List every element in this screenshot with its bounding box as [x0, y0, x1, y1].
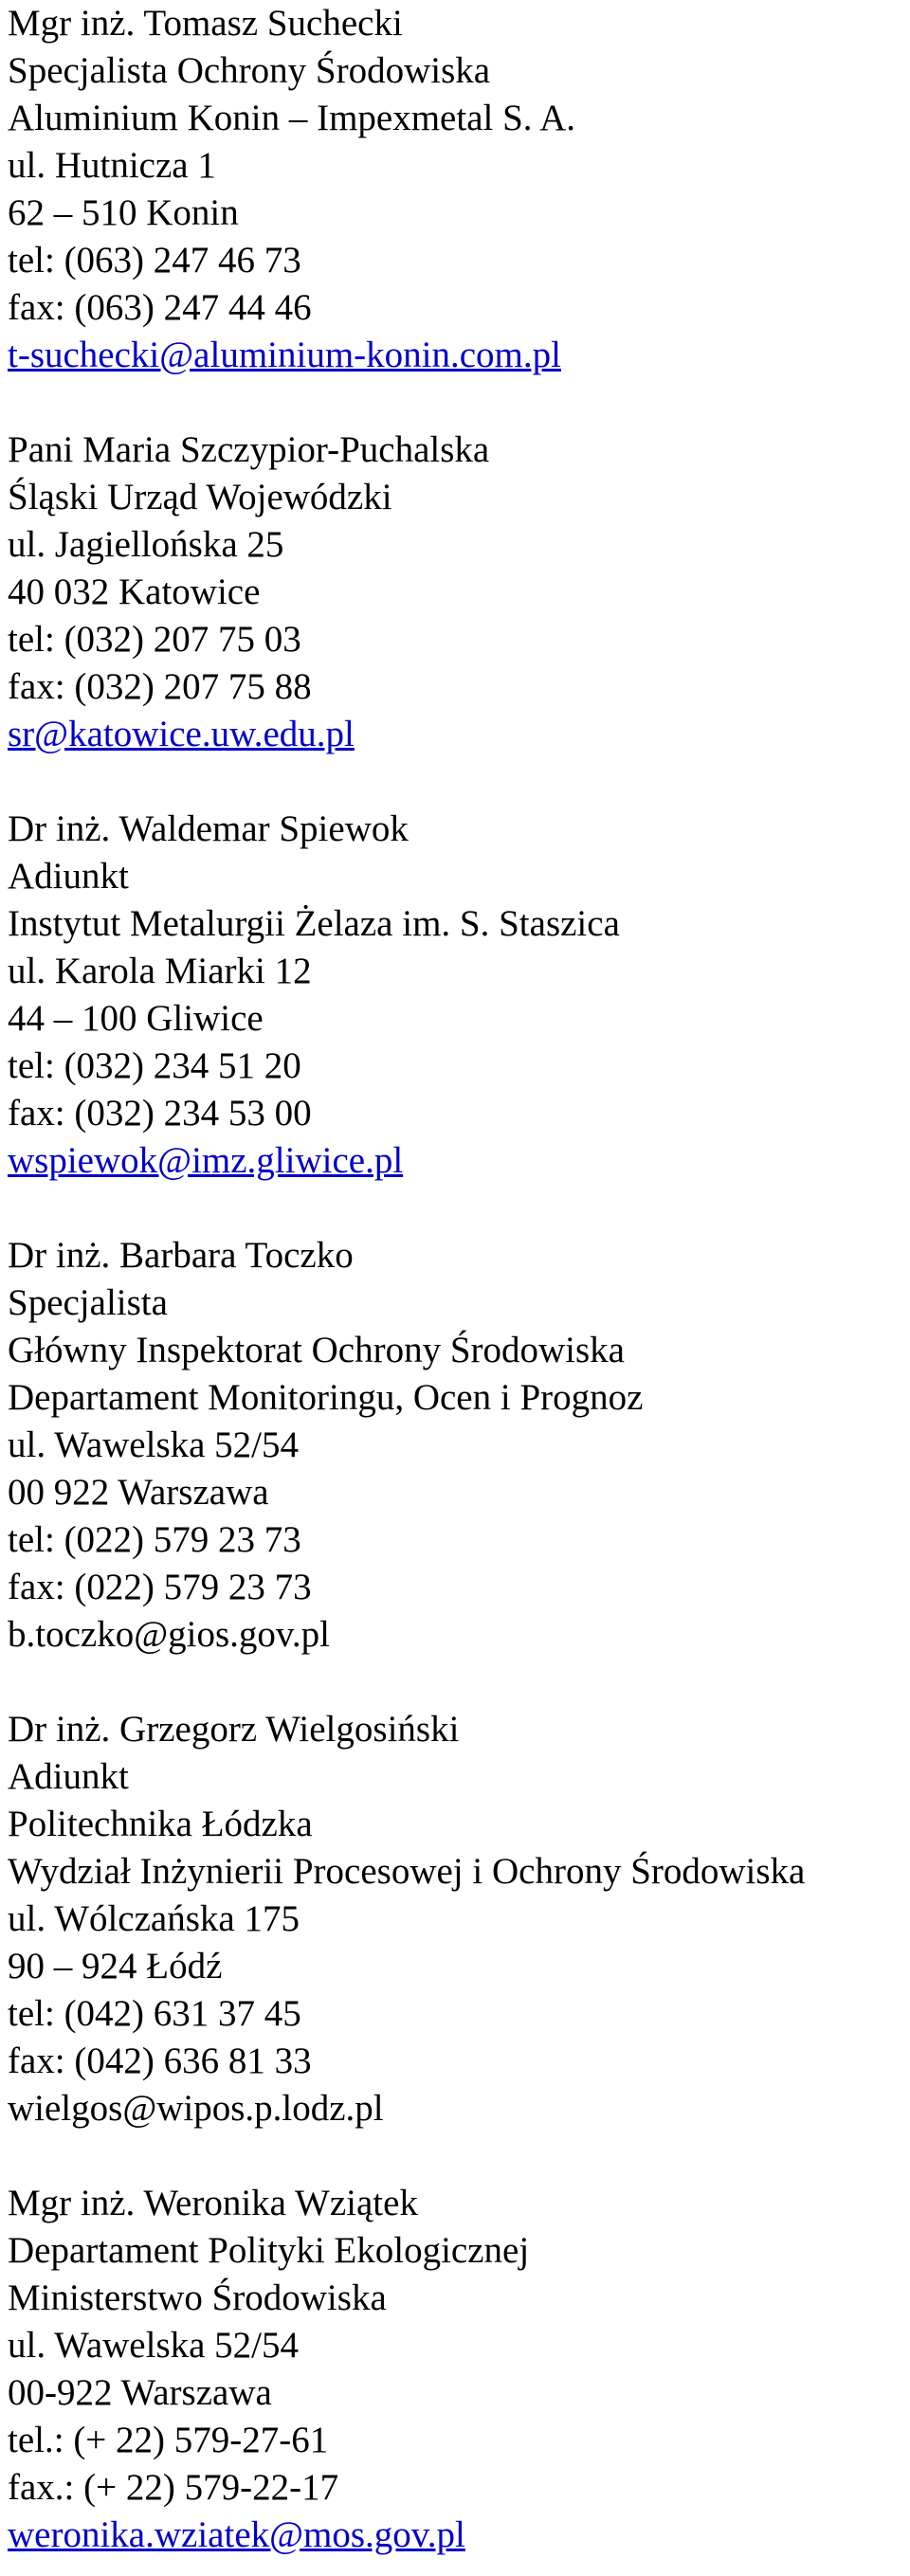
contact-organization: Aluminium Konin – Impexmetal S. A. [8, 98, 576, 138]
contact-card [8, 806, 620, 1185]
contact-title: Specjalista Ochrony Środowiska [8, 50, 491, 91]
contact-name: Pani Maria Szczypior-Puchalska [8, 429, 490, 470]
contact-department: Departament Monitoringu, Ocen i Prognoz [8, 1377, 644, 1418]
contact-fax: fax.: (+ 22) 579-22-17 [8, 2467, 339, 2508]
contact-city: 90 – 924 Łódź [8, 1946, 223, 1986]
contact-organization: Główny Inspektorat Ochrony Środowiska [8, 1330, 625, 1370]
contact-card [8, 426, 489, 758]
contact-title: Adiunkt [8, 856, 129, 897]
contact-street: ul. Wólczańska 175 [8, 1898, 300, 1939]
contact-organization: Śląski Urząd Wojewódzki [8, 477, 392, 517]
contact-organization: Politechnika Łódzka [8, 1804, 313, 1844]
contact-city: 00 922 Warszawa [8, 1472, 269, 1513]
contact-email-link[interactable]: t-suchecki@aluminium-konin.com.pl [8, 335, 561, 375]
contact-street: ul. Jagiellońska 25 [8, 524, 284, 565]
contact-email: b.toczko@gios.gov.pl [8, 1614, 330, 1655]
contact-city: 44 – 100 Gliwice [8, 998, 264, 1039]
contact-name: Mgr inż. Weronika Wziątek [8, 2183, 418, 2223]
contact-title: Specjalista [8, 1282, 168, 1323]
contact-city: 00-922 Warszawa [8, 2372, 272, 2413]
contact-name: Dr inż. Barbara Toczko [8, 1235, 354, 1276]
contact-organization: Instytut Metalurgii Żelaza im. S. Staszica [8, 903, 620, 944]
contact-name: Dr inż. Grzegorz Wielgosiński [8, 1709, 460, 1750]
contact-fax: fax: (042) 636 81 33 [8, 2041, 312, 2081]
contact-title: Adiunkt [8, 1756, 129, 1797]
contact-name: Dr inż. Waldemar Spiewok [8, 808, 409, 849]
contact-city: 40 032 Katowice [8, 571, 261, 612]
contact-email-link[interactable]: wspiewok@imz.gliwice.pl [8, 1140, 404, 1181]
contact-card [8, 2180, 529, 2559]
contact-phone: tel: (032) 207 75 03 [8, 619, 301, 660]
contact-fax: fax: (032) 207 75 88 [8, 666, 312, 707]
contact-department: Departament Polityki Ekologicznej [8, 2230, 530, 2271]
contact-street: ul. Wawelska 52/54 [8, 2325, 300, 2366]
contact-phone: tel: (032) 234 51 20 [8, 1045, 301, 1086]
contact-fax: fax: (022) 579 23 73 [8, 1567, 312, 1607]
contact-email-link[interactable]: sr@katowice.uw.edu.pl [8, 714, 355, 754]
contact-phone: tel: (063) 247 46 73 [8, 240, 301, 281]
contact-phone: tel: (042) 631 37 45 [8, 1993, 301, 2034]
contact-fax: fax: (063) 247 44 46 [8, 287, 312, 328]
contact-city: 62 – 510 Konin [8, 192, 239, 233]
contact-card [8, 0, 575, 379]
contact-street: ul. Karola Miarki 12 [8, 951, 312, 991]
contact-card [8, 1232, 643, 1659]
contact-fax: fax: (032) 234 53 00 [8, 1093, 312, 1134]
contact-phone: tel.: (+ 22) 579-27-61 [8, 2420, 329, 2460]
contact-organization: Ministerstwo Środowiska [8, 2277, 387, 2318]
contact-card [8, 1706, 805, 2132]
contact-street: ul. Wawelska 52/54 [8, 1424, 300, 1465]
contact-email-link[interactable]: weronika.wziatek@mos.gov.pl [8, 2514, 465, 2555]
contact-department: Wydział Inżynierii Procesowej i Ochrony Środowiska [8, 1851, 806, 1892]
contact-email: wielgos@wipos.p.lodz.pl [8, 2088, 384, 2129]
contact-name: Mgr inż. Tomasz Suchecki [8, 3, 403, 44]
contact-street: ul. Hutnicza 1 [8, 145, 216, 186]
contact-phone: tel: (022) 579 23 73 [8, 1519, 301, 1560]
